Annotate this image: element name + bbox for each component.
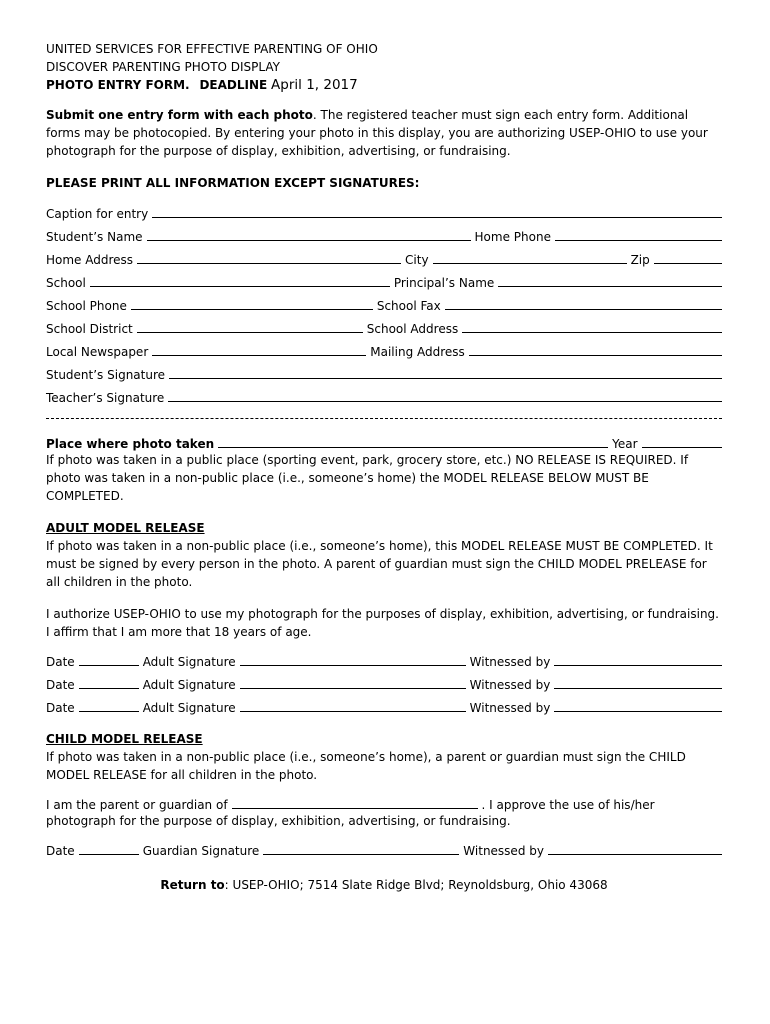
adult-witness-label: Witnessed by (469, 655, 551, 669)
print-instruction: PLEASE PRINT ALL INFORMATION EXCEPT SIGNATURES: (46, 176, 420, 190)
adult-date-label: Date (46, 655, 75, 669)
org-name: UNITED SERVICES FOR EFFECTIVE PARENTING OF OHIO (46, 42, 378, 56)
home-address-label: Home Address (46, 253, 134, 267)
adult-signature-row (46, 678, 722, 692)
principal-field[interactable] (498, 285, 722, 287)
adult-witness-field[interactable] (554, 687, 722, 689)
form-title: PHOTO ENTRY FORM. (46, 78, 190, 92)
form-title-line (46, 76, 722, 94)
adult-date-field[interactable] (79, 710, 139, 712)
teacher-signature-row (46, 391, 722, 405)
deadline-label: DEADLINE (199, 78, 268, 92)
school-phone-label: School Phone (46, 299, 127, 313)
home-phone-field[interactable] (555, 239, 722, 241)
child-release-heading: CHILD MODEL RELEASE (46, 732, 203, 746)
photo-place-text: If photo was taken in a public place (sporting event, park, grocery store, etc.) NO RELEASE IS REQUIRED. If photo was taken in a non-public place (i.e., someone’s home) the MODEL RELEASE BELOW MUST BE COMPLETED. (46, 453, 689, 503)
intro-paragraph (46, 106, 722, 160)
school-phone-row (46, 299, 722, 313)
city-field[interactable] (433, 262, 627, 264)
entry-form (46, 40, 722, 894)
school-label: School (46, 276, 86, 290)
deadline-date: April 1, 2017 (271, 77, 358, 93)
adult-signature-field[interactable] (240, 664, 466, 666)
teacher-signature-label: Teacher’s Signature (46, 391, 165, 405)
caption-label: Caption for entry (46, 207, 149, 221)
intro-bold-lead: Submit one entry form with each photo (46, 108, 313, 122)
school-field[interactable] (90, 285, 390, 287)
mailing-address-field[interactable] (469, 354, 722, 356)
home-address-row (46, 253, 722, 267)
school-address-label: School Address (366, 322, 459, 336)
guardian-signature-field[interactable] (263, 853, 459, 855)
adult-signature-field[interactable] (240, 710, 466, 712)
newspaper-row (46, 345, 722, 359)
student-name-label: Student’s Name (46, 230, 143, 244)
photo-place-row (46, 437, 722, 451)
school-district-label: School District (46, 322, 133, 336)
student-signature-label: Student’s Signature (46, 368, 166, 382)
caption-row (46, 207, 722, 221)
photo-place-field[interactable] (218, 446, 608, 448)
home-phone-label: Home Phone (474, 230, 551, 244)
guardian-date-label: Date (46, 844, 75, 858)
parent-statement-line-2: photograph for the purpose of display, exhibition, advertising, or fundraising. (46, 814, 511, 828)
adult-signature-field[interactable] (240, 687, 466, 689)
parent-statement-lead: I am the parent or guardian of (46, 798, 228, 812)
return-address-text: : USEP-OHIO; 7514 Slate Ridge Blvd; Reynoldsburg, Ohio 43068 (224, 878, 608, 892)
student-signature-field[interactable] (169, 377, 722, 379)
adult-signature-row (46, 655, 722, 669)
year-label: Year (612, 437, 638, 451)
guardian-witness-field[interactable] (548, 853, 722, 855)
adult-release-heading: ADULT MODEL RELEASE (46, 521, 205, 535)
display-name: DISCOVER PARENTING PHOTO DISPLAY (46, 60, 280, 74)
caption-field[interactable] (152, 216, 722, 218)
school-fax-field[interactable] (445, 308, 722, 310)
parent-statement-row (46, 798, 722, 812)
adult-authorize-line-2: I affirm that I am more that 18 years of age. (46, 625, 312, 639)
intro-text: . The registered teacher must sign each entry form. Additional forms may be photocopied. By entering your photo in this display, you are authorizing USEP-OHIO to use your photograph for the purpose of display, exhibition, advertising, or fundraising. (46, 108, 708, 158)
guardian-signature-row (46, 844, 722, 858)
form-header (46, 40, 722, 94)
home-address-field[interactable] (137, 262, 401, 264)
school-row (46, 276, 722, 290)
local-newspaper-label: Local Newspaper (46, 345, 149, 359)
teacher-signature-field[interactable] (168, 400, 722, 402)
student-name-row (46, 230, 722, 244)
parent-statement-tail: . I approve the use of his/her (481, 798, 655, 812)
adult-signature-row (46, 701, 722, 715)
zip-field[interactable] (654, 262, 722, 264)
local-newspaper-field[interactable] (152, 354, 366, 356)
adult-witness-label: Witnessed by (469, 701, 551, 715)
return-address (46, 876, 722, 894)
adult-release-text: If photo was taken in a non-public place (i.e., someone’s home), this MODEL RELEASE MUST BE COMPLETED. It must be signed by every person in the photo. A parent of guardian must sign the CHILD MODEL PRELEASE for all children in the photo. (46, 539, 713, 589)
adult-date-label: Date (46, 701, 75, 715)
adult-signature-label: Adult Signature (142, 655, 236, 669)
return-label: Return to (160, 878, 225, 892)
guardian-date-field[interactable] (79, 853, 139, 855)
section-divider (46, 418, 722, 419)
adult-witness-field[interactable] (554, 710, 722, 712)
year-field[interactable] (642, 446, 722, 448)
adult-signature-label: Adult Signature (142, 701, 236, 715)
guardian-signature-label: Guardian Signature (142, 844, 260, 858)
city-label: City (405, 253, 429, 267)
adult-witness-label: Witnessed by (469, 678, 551, 692)
child-release-text: If photo was taken in a non-public place (i.e., someone’s home), a parent or guardian must sign the CHILD MODEL RELEASE for all children in the photo. (46, 750, 686, 782)
adult-date-field[interactable] (79, 664, 139, 666)
adult-date-field[interactable] (79, 687, 139, 689)
school-district-row (46, 322, 722, 336)
student-name-field[interactable] (147, 239, 471, 241)
photo-place-label: Place where photo taken (46, 437, 215, 451)
mailing-address-label: Mailing Address (370, 345, 465, 359)
school-address-field[interactable] (462, 331, 722, 333)
child-name-field[interactable] (232, 807, 478, 809)
principal-label: Principal’s Name (393, 276, 495, 290)
adult-authorize (46, 605, 722, 641)
school-district-field[interactable] (137, 331, 363, 333)
zip-label: Zip (630, 253, 650, 267)
school-phone-field[interactable] (131, 308, 373, 310)
school-fax-label: School Fax (376, 299, 441, 313)
student-signature-row (46, 368, 722, 382)
adult-signature-label: Adult Signature (142, 678, 236, 692)
adult-date-label: Date (46, 678, 75, 692)
adult-witness-field[interactable] (554, 664, 722, 666)
guardian-witness-label: Witnessed by (463, 844, 544, 858)
adult-authorize-line-1: I authorize USEP-OHIO to use my photograph for the purposes of display, exhibition, advertising, or fundraising. (46, 607, 719, 621)
